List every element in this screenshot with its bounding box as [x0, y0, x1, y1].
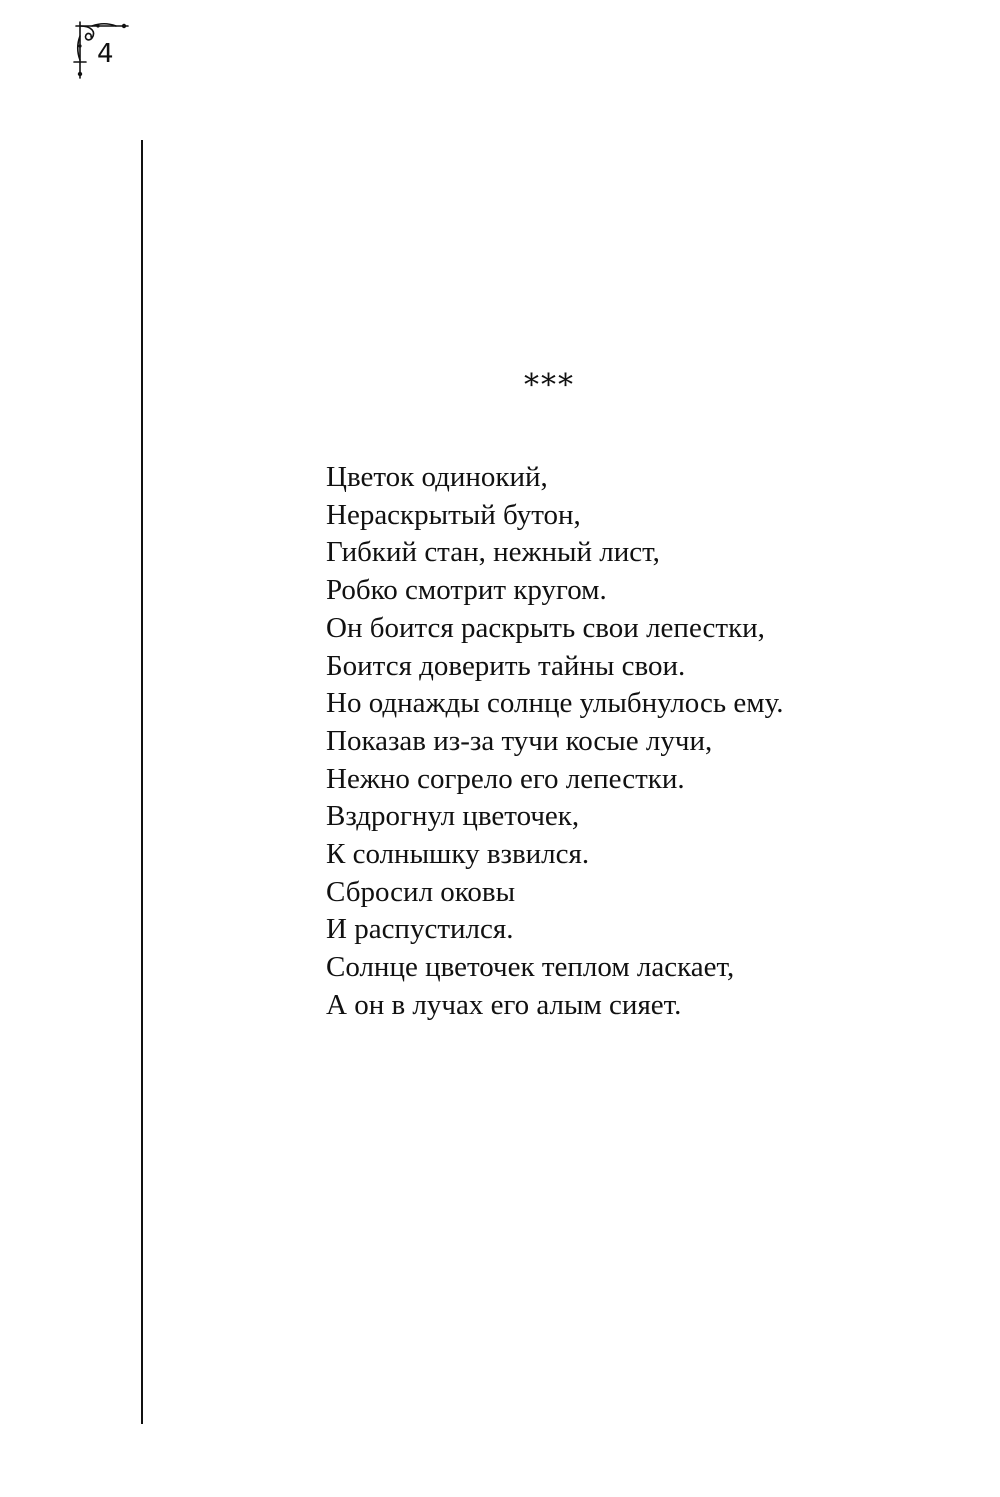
vertical-rule: [141, 140, 143, 1424]
poem-line: Цветок одинокий,: [326, 461, 548, 493]
poem-line: Робко смотрит кругом.: [326, 574, 607, 607]
poem-line: Сбросил оковы: [326, 875, 516, 908]
poem-line: Он боится раскрыть свои лепестки,: [326, 611, 765, 644]
poem-line: Нераскрытый бутон,: [326, 498, 581, 531]
poem-line: И распустился.: [326, 913, 514, 946]
poem-line: Вздрогнул цветочек,: [326, 800, 580, 833]
poem-line: Гибкий стан, нежный лист,: [326, 536, 660, 569]
poem-line: Но однажды солнце улыбнулось ему.: [326, 687, 784, 720]
poem-line: К солнышку взвился.: [326, 838, 590, 871]
poem-separator: ***: [524, 368, 575, 403]
page-number: 4: [97, 39, 114, 69]
poem-line: А он в лучах его алым сияет.: [326, 988, 682, 1021]
poem-line: Нежно согрело его лепестки.: [326, 762, 685, 795]
poem-line: Боится доверить тайны свои.: [326, 649, 686, 682]
poem-body: [326, 459, 783, 1025]
poem-line: Солнце цветочек теплом ласкает,: [326, 951, 735, 984]
poem-line: Показав из-за тучи косые лучи,: [326, 724, 713, 757]
